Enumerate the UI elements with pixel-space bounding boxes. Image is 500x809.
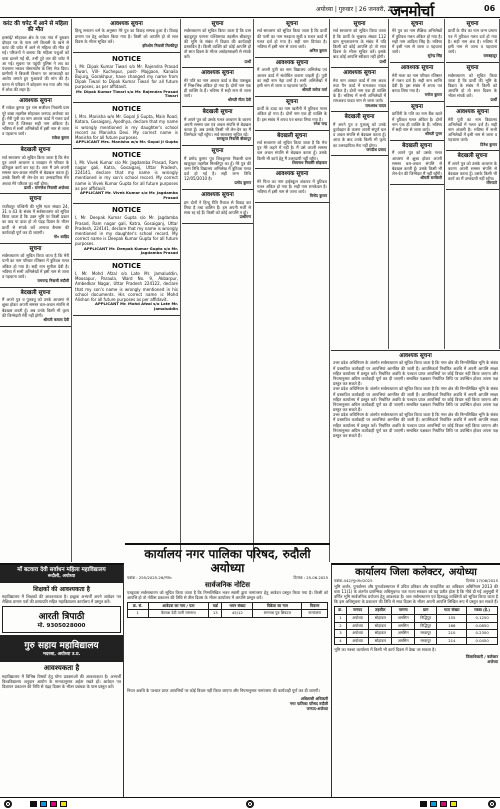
classified-notice	[0, 96, 71, 145]
notice-body: मेरी पुत्री का नाम विद्यालय अभिलेखों में गलत दर्ज है। सही नाम अंजली है। भविष्य में सभी अभिलेखों में इसी नाम से जाना व पहचाना जाये।	[448, 116, 497, 143]
classified-notice	[73, 260, 180, 316]
notice-body: मेरे पिता का नाम हाईस्कूल अंकपत्र में त्रुटिवश गलत अंकित हो गया है। सही नाम रामकेवल है। भविष्य में इसी नाम से जाना जाये।	[257, 178, 327, 195]
notice-body: I, Mr. Mohd Afzal s/o Late Mr. Jamaluddin, Moosapur, Paraula, Ward No. 9, Akbarpur, Ambedkar Nagar, Uttar Pradesh 224122, declare that my son's name is wrongly mentioned in his school documents. His correct name is Mohd Alishan for all future purposes as per affidavit.	[75, 270, 178, 302]
nagar-palika-notice-title: सार्वजनिक नोटिस	[205, 580, 250, 589]
notice-body: मेरे पति का नाम आधार कार्ड व बैंक पासबुक में भिन्न-भिन्न अंकित हो गया है। दोनों नाम एक ही व्यक्ति के हैं। भविष्य में सही नाम से जाना जाये।	[184, 77, 251, 99]
nagar-palika-title: कार्यालय नगर पालिका परिषद, रुदौली अयोध्या	[144, 547, 311, 576]
college-person: आरती त्रिपाठी	[38, 611, 85, 622]
color-swatch-yellow	[450, 801, 457, 807]
notice-signature: APPLICANT Mr. Deepak Kumar Gupta s/o Mr. Jagdamba Prasad	[83, 245, 178, 256]
classified-notice	[255, 169, 329, 203]
table-cell: 1	[335, 615, 347, 623]
classified-notice	[0, 19, 71, 96]
nagar-palika-ref: पत्रांक : 255/2025-26/नपा०	[127, 574, 172, 580]
notice-signature: APPLICANT Mr. Mohd Afzal s/o Late Mr. Jamaluddin	[95, 301, 178, 311]
notice-body: मेरे पुत्र का नाम शैक्षिक अभिलेखों में त्रुटिवश गलत अंकित हो गया है। सही नाम आदित्य सिंह है। भविष्य में इसी नाम से जाना व पहचाना जाये।	[392, 28, 442, 55]
notice-signature: राकेश कुमार	[51, 135, 69, 141]
notice-body: मैं राकेश कुमार पुत्र राम सजीवन निवासी ग्राम पूरे बाबा तहसील सोहावल जनपद अयोध्या का हूँ। मेरी पुत्री का नाम आधार कार्ड में गलत दर्ज हो गया है जिसका सही नाम अंकिता है। भविष्य में सभी अभिलेखों में इसी नाम से जाना व पहचाना जाये।	[2, 105, 69, 137]
notice-signature: विनोद कुमार	[309, 193, 327, 199]
table-cell: सोहावल	[369, 615, 392, 623]
notice-signature: प्रार्थी	[490, 97, 497, 103]
notice-title: बेदखली सूचना	[277, 132, 307, 139]
college-header	[0, 565, 123, 583]
notice-signature: हरिओम निवासी मिल्कीपुर	[142, 42, 178, 48]
table-cell: अमसिन	[392, 637, 415, 645]
table-cell: अमसिन	[392, 630, 415, 638]
notice-signature: प्रार्थीगण	[239, 214, 251, 220]
classified-notice	[446, 107, 499, 151]
notice-title: बेदखली सूचना	[402, 142, 432, 149]
notice-title: सूचना	[211, 21, 224, 27]
collector-table	[334, 606, 498, 645]
notice-signature: शिवनाथ निवासी सोहावल	[292, 159, 327, 165]
notice-title: आवश्यक सूचना	[456, 109, 489, 116]
masthead	[0, 0, 500, 18]
nagar-palika-table	[127, 602, 328, 618]
collector-date: दिनांक 17/06/2025	[465, 578, 498, 583]
classified-notice	[182, 19, 253, 68]
guru-sub: भदरसा, अयोध्या उ.प्र.	[42, 652, 81, 658]
registration-target-icon	[488, 800, 496, 808]
classified-notice	[446, 63, 499, 107]
classified-notice	[73, 204, 180, 260]
right-wide-body: उत्तर प्रदेश अधिनियम के अंतर्गत सर्वसाधारण को सूचित किया जाता है कि नगर क्षेत्र की निम्नलिखित भूमि के संबंध में प्रस्तावित कार्यवाही पर आपत्तियां आमंत्रित की जाती हैं। आपत्तिकर्ता निर्धारित अवधि में अपनी आपत्ति साक्ष्य सहित कार्यालय में प्रस्तुत करें। निर्धारित अवधि के पश्चात प्राप्त आपत्तियों पर कोई विचार नहीं किया जाएगा और नियमानुसार अग्रिम कार्यवाही पूर्ण कर दी जाएगी। सम्बंधित पक्षकार निर्धारित तिथि पर उपस्थित होकर अपना पक्ष प्रस्तुत कर सकते हैं।	[333, 360, 498, 387]
notice-signature: दिनेश कुमार	[480, 141, 497, 147]
nagar-palika-officer3: जनपद-अयोध्या	[306, 705, 328, 711]
table-cell: रमवापुर	[414, 637, 436, 645]
notice-title: करंट की चपेट में आने से महिला की मौत	[2, 21, 69, 34]
column-7	[446, 19, 500, 349]
table-row	[335, 615, 498, 623]
classified-notice	[0, 244, 71, 288]
table-header: विवरण	[302, 602, 328, 610]
notice-title: आवश्यक सूचना	[110, 21, 143, 27]
classified-notice	[73, 149, 180, 205]
notice-body: I, Mrs. Manisha w/o Mr. Gopal Ji Gupta, Main Road, Katara, Gosaiganj, Ayodhya, declare that my name is wrongly mentioned in my daughter's school record as Manisha Devi. My correct name is Manisha for all future purposes.	[75, 114, 178, 140]
notice-title: सूचना	[29, 245, 42, 252]
college-head: शिक्षकों की आवश्यकता है	[33, 585, 90, 593]
notice-title: बेदखली सूचना	[344, 114, 375, 121]
nagar-palika-notice	[125, 543, 330, 797]
right-wide-body-3: उत्तर प्रदेश अधिनियम के अंतर्गत सर्वसाधारण को सूचित किया जाता है कि नगर क्षेत्र की निम्नलिखित भूमि के संबंध में प्रस्तावित कार्यवाही पर आपत्तियां आमंत्रित की जाती हैं। आपत्तिकर्ता निर्धारित अवधि में अपनी आपत्ति साक्ष्य सहित कार्यालय में प्रस्तुत करें। निर्धारित अवधि के पश्चात प्राप्त आपत्तियों पर कोई विचार नहीं किया जाएगा और नियमानुसार अग्रिम कार्यवाही पूर्ण कर दी जाएगी। सम्बंधित पक्षकार निर्धारित तिथि पर उपस्थित होकर अपना पक्ष प्रस्तुत कर सकते हैं।	[333, 412, 498, 439]
notice-body: मेरा नाम आधार कार्ड में राम अवध तथा पैन कार्ड में रामअवध यादव अंकित है। दोनों नाम एक ही व्यक्ति के हैं। भविष्य में सभी अभिलेखों में रामअवध यादव नाम से जाना जाये।	[333, 77, 386, 104]
college-subtitle: रूदौली, अयोध्या	[47, 574, 76, 580]
classified-notice	[331, 19, 388, 68]
notice-body: सर्व साधारण को सूचित किया जाता है कि प्रार्थी की पत्नी का नाम मतदाता सूची व राशन कार्ड में गलत दर्ज हो गया है। सही नाम प्रियंका है। भविष्य में इसी नाम से जाना जाये।	[257, 28, 327, 49]
table-cell: 3	[335, 630, 347, 638]
notice-title: बेदखली सूचना	[457, 153, 488, 160]
notice-title: बेदखली सूचना	[202, 109, 233, 116]
table-cell: अमसिन	[392, 615, 415, 623]
notice-body: सर्व साधारण को सूचित किया जाता है कि मेरा पुत्र मेरे कहने में नहीं है। मैं उसे अपनी समस्त चल अचल संपत्ति से बेदखल करता हूँ। उसके किसी भी कार्य हेतु मैं उत्तरदायी नहीं रहूँगा।	[257, 139, 327, 161]
collector-ref: पत्रांक-442/भू०अ०/2025	[334, 578, 373, 583]
classified-notice	[331, 112, 388, 156]
classified-notice	[73, 19, 180, 53]
notice-title: आवश्यक सूचना	[275, 171, 309, 178]
column-6	[390, 19, 445, 349]
notice-title: आवश्यक सूचना	[201, 192, 234, 199]
classified-notice	[73, 103, 180, 149]
guru-head: आवश्यकता है	[43, 663, 80, 672]
table-header: रकबा (हे.)	[467, 607, 498, 615]
notice-signature: श्रीमती कमला देवी	[43, 317, 69, 323]
college-ad	[0, 563, 124, 797]
notice-signature: रामप्यारे	[486, 180, 497, 186]
notice-body: हिन्दू सनातन धर्म के अनुसार मेरे पुत्र का विवाह सम्पन्न हुआ है। विवाह प्रमाण पत्र हेतु आवेदन किया गया है। किसी को आपत्ति हो तो सात दिवस के भीतर सूचित करें।	[75, 28, 178, 44]
college-body: महाविद्यालय में शिक्षकों की आवश्यकता है। इच्छुक अभ्यर्थी अपने आवेदन पत्र शैक्षिक प्रमाण पत्रों की छायाप्रति सहित महाविद्यालय कार्यालय में प्रस्तुत करें।	[2, 593, 121, 604]
notice-title: NOTICE	[111, 105, 142, 114]
notice-signature: अनिल कुमार	[309, 48, 327, 54]
notice-title: सूचना	[411, 104, 423, 110]
table-cell: 4	[335, 637, 347, 645]
table-header: ग्राम	[414, 607, 436, 615]
notice-title: NOTICE	[111, 261, 142, 270]
collector-officer: जिलाधिकारी / कलेक्टर	[465, 654, 498, 660]
table-cell: अयोध्या	[346, 637, 368, 645]
notice-signature: प्रमोद कुमार	[234, 180, 251, 186]
notice-body: मैं अपने पुत्र व पुत्रवधू को उनके आचरण से क्षुब्ध होकर अपनी समस्त चल-अचल संपत्ति से बेदखल करती हूँ। अब उनके किसी भी कृत्य की जिम्मेदारी मेरी नहीं होगी।	[2, 297, 69, 318]
table-cell: 2	[335, 622, 347, 630]
notice-signature: सुरेन्द्र सिंह	[427, 53, 442, 59]
notice-title: बेदखली सूचना	[20, 147, 51, 154]
classified-notice	[390, 102, 444, 141]
notice-title: बेदखली सूचना	[20, 289, 51, 296]
nagar-palika-footer: नियत अवधि के पश्चात प्राप्त आपत्तियों पर कोई विचार नहीं किया जाएगा और नियमानुसार नामांतरण की कार्यवाही पूर्ण कर दी जाएगी।	[127, 687, 320, 693]
notice-body: सर्वसाधारण को सूचित किया जाता है कि ग्राम बहादुरपुर परगना पश्चिमराठ तहसील बीकापुर की भूमि के संबंध में विक्रय की कार्यवाही प्रस्तावित है। किसी व्यक्ति को कोई आपत्ति हो तो सात दिवस के भीतर अधोहस्ताक्षरी से संपर्क करें।	[184, 28, 251, 60]
column-5	[331, 19, 389, 349]
notice-body: I, Mr. Dipak Kumar Tiwari s/o Mr. Rajendra Prasad Tiwari, Vill- Kuchepur, post- Majgaon, Kanaila Bujurg, Gorakhpur, have changed my name from Dipak Tiwari to Dipak Kumar Tiwari for all future purposes, as per affidavit.	[75, 63, 178, 90]
table-cell: 155	[437, 615, 467, 623]
table-cell: निद्धिपुर	[414, 615, 436, 623]
notice-title: सूचना	[353, 21, 366, 27]
notice-signature: रामचन्द्र निवासी रुदौली	[37, 278, 69, 284]
nagar-palika-intro: एतद्द्वारा सर्वसाधारण को सूचित किया जाता है कि निम्नलिखित भवन स्वामी द्वारा नामांतरण हेतु आवेदन प्रस्तुत किया गया है। किसी को आपत्ति हो तो नोटिस प्रकाशन की तिथि से तीस दिवस के भीतर कार्यालय में आपत्ति प्रस्तुत करें।	[127, 589, 328, 600]
notice-signature: Mr. Dipak Kumar Tiwari s/o Mr. Rajendra Prasad Tiwari	[76, 88, 178, 99]
classified-notice	[255, 131, 329, 170]
notice-body: मैं प्रमोद कुमार पुत्र शिवकुमार निवासी ग्राम खजुरहट तहसील मिल्कीपुर का हूँ। मेरे पुत्र की जन्म तिथि विद्यालय अभिलेख में त्रुटिवश गलत दर्ज हो गई है। सही जन्म तिथि 12/05/2010 है।	[184, 155, 251, 182]
table-row	[335, 622, 498, 630]
classified-notice	[73, 53, 180, 103]
classified-notice	[182, 190, 253, 224]
masthead-date: अयोध्या | गुरुवार | 26 जनवरी, 2025	[316, 6, 403, 13]
column-2	[73, 19, 181, 562]
notice-signature: प्रार्थी : रामनरेश निवासी अयोध्या	[24, 184, 69, 190]
notice-title: NOTICE	[111, 150, 142, 159]
notice-title: सूचना	[466, 65, 479, 72]
notice-title: आवश्यक सूचना	[201, 70, 234, 77]
notice-signature: जगदीश प्रसाद	[366, 146, 386, 152]
college-contact	[2, 606, 121, 633]
classified-notice	[390, 19, 444, 63]
table-row	[128, 610, 328, 618]
classified-notice	[446, 19, 499, 63]
notice-body: राजीवपुर पश्चिमी की भूमि गाटा संख्या 24, 31 व 43 के संबंध में सर्वसाधारण को सूचित किया जाता है कि उक्त भूमि पर किसी प्रकार का वाद या दावा हो तो पंद्रह दिवस के भीतर प्रार्थी से संपर्क करें अन्यथा बैनामा की कार्यवाही पूर्ण कर दी जाएगी।	[2, 203, 69, 235]
collector-notice	[331, 563, 500, 797]
classified-notice	[446, 151, 499, 190]
classified-notice	[0, 145, 71, 194]
table-cell: नामांतरण	[302, 610, 328, 618]
notice-body: मेरी माता का नाम परिवार रजिस्टर में गलत दर्ज है। सही नाम शान्ति देवी है। इस संबंध में शपथ पत्र बनवा लिया गया है।	[392, 72, 442, 94]
notice-body: मैं अपने पुत्र को उसके आचरण के कारण अपनी समस्त संपत्ति से बेदखल करता हूँ। उसके किसी भी कार्य का मैं उत्तरदायी नहीं रहूँगा।	[448, 160, 497, 182]
guru-body: महाविद्यालय में विभिन्न विषयों हेतु योग्य प्रवक्ताओं की आवश्यकता है। अभ्यर्थी विश्वविद्यालय अनुदान आयोग के मानकानुसार अर्हता रखते हों। आवेदन पत्र विज्ञापन प्रकाशन की तिथि से पंद्रह दिवस के भीतर प्रबंधक के पास प्रस्तुत करें।	[2, 673, 121, 689]
table-row	[335, 630, 498, 638]
classified-notice	[182, 146, 253, 190]
notice-body: मैं अपने पुत्र को उसके गलत आचरण से क्षुब्ध होकर अपनी समस्त चल-अचल संपत्ति से बेदखल करती हूँ। उसके किसी भी लेन-देन की जिम्मेदार मैं नहीं रहूँगी।	[392, 150, 442, 177]
notice-body: हरसांई/ सोहावल क्षेत्र के एक गांव में बुधवार दोपहर घर के पास लगे बिजली के खंभे से करंट की चपेट में आने से महिला की मौत हो गई। परिजनों ने बताया कि महिला पशुओं को चारा डालने गई थी, तभी टूटे तार की चपेट में आ गई। सूचना पर पहुंची पुलिस ने शव का पंचनामा भरकर पोस्टमार्टम के लिए भेज दिया। ग्रामीणों ने बिजली विभाग पर लापरवाही का आरोप लगाते हुए मुआवजे की मांग की है। घटना से परिवार में कोहराम मच गया और गांव में शोक की लहर है।	[2, 34, 69, 92]
color-swatch-black	[420, 801, 427, 807]
table-header: परगना	[392, 607, 415, 615]
classified-notice	[182, 107, 253, 146]
notice-signature: प्रार्थी	[379, 58, 386, 64]
notice-body: प्रार्थिनी के पति का नाम बैंक खाते में त्रुटिवश गलत अंकित है। दोनों नाम एक ही व्यक्ति के हैं। भविष्य में सही नाम से जाना जाये।	[392, 111, 442, 132]
classified-notice	[331, 68, 388, 112]
classified-notice	[255, 97, 329, 131]
table-cell: सोहावल	[369, 637, 392, 645]
notice-body: प्रार्थी के दादा का नाम खतौनी में त्रुटिवश गलत अंकित हो गया है। दोनों नाम एक ही व्यक्ति के हैं। इस संबंध में शपथ पत्र बनवा लिया गया है।	[257, 106, 327, 122]
notice-title: सूचना	[29, 196, 42, 203]
notice-signature: प्रार्थी	[244, 58, 251, 64]
notice-signature: मो० शाहिद	[53, 234, 69, 240]
notice-body: I, Mr. Deepak Kumar Gupta s/o Mr. Jagdamba Prasad, Ram nagar gali, Katra, Gosaiganj, Uttar Pradesh, 224141, declare that my name is wrongly mentioned in my daughter's school record. My correct name is Deepak Kumar Gupta for all future purposes.	[75, 215, 178, 247]
notice-signature: रामसूरत निवासी बीकापुर	[216, 136, 251, 142]
notice-title: आवश्यक सूचना	[275, 59, 309, 66]
notice-body: मैं अपने पुत्र व पुत्रवधू को उनके दुर्व्यवहार के कारण अपनी संपूर्ण चल व अचल संपत्ति से बेदखल करता हूँ। आज के बाद उनके किसी भी कृत्य का उत्तरदायित्व मेरा नहीं होगा।	[333, 121, 386, 148]
table-header: जनपद	[346, 607, 368, 615]
table-cell: 45/12	[222, 610, 253, 618]
table-cell: निद्धिपुर	[414, 622, 436, 630]
table-cell: 0.2300	[467, 630, 498, 638]
column-3	[182, 19, 254, 562]
notice-title: आवश्यक सूचना	[400, 65, 434, 72]
collector-title: कार्यालय जिला कलेक्टर, अयोध्या	[355, 567, 477, 578]
notice-body: प्रार्थी के पौत्र का नाम जन्म प्रमाण पत्र में त्रुटिवश गलत दर्ज हो गया है। सही नाम अंश है। भविष्य में इसी नाम से जाना व पहचाना जाये।	[448, 28, 497, 55]
notice-title: सूचना	[286, 21, 298, 27]
table-cell: अयोध्या	[346, 630, 368, 638]
table-cell: 13	[209, 610, 222, 618]
table-cell: 166	[437, 622, 467, 630]
registration-target-icon	[246, 800, 254, 808]
classified-notice	[390, 141, 444, 185]
notice-title: NOTICE	[111, 206, 142, 215]
table-cell: रमवापुर	[414, 630, 436, 638]
column-1	[0, 19, 72, 562]
nagar-palika-officer2: नगर पालिका परिषद रुदौली	[289, 700, 328, 706]
notice-signature: श्रीमती रामकली	[420, 175, 442, 181]
table-cell: 210	[437, 630, 467, 638]
notice-signature: श्रीमती गीता देवी	[227, 97, 251, 103]
notice-title: आवश्यक सूचना	[343, 70, 376, 77]
classified-notice	[255, 58, 329, 97]
table-cell: सोहावल	[369, 622, 392, 630]
table-header: भवन संख्या	[222, 602, 253, 610]
print-registration-bar	[0, 797, 500, 809]
table-header: गाटा संख्या	[437, 607, 467, 615]
notice-body: हम दोनों ने हिन्दू रीति रिवाज से विवाह कर लिया है तथा बालिग हैं। हम अपनी मर्जी से साथ रह रहे हैं। किसी को कोई आपत्ति न हो।	[184, 199, 251, 215]
right-wide-notice	[331, 350, 500, 562]
notice-body: सर्वसाधारण को सूचित किया जाता है कि मेरी पत्नी का नाम परिवार रजिस्टर में त्रुटिवश गलत अंकित हो गया है। सही नाम सुनीता देवी है। भविष्य में सभी अभिलेखों में इसी नाम से जाना व पहचाना जाये।	[2, 253, 69, 279]
notice-body: सर्वसाधारण को सूचित किया जाता है कि प्रार्थी की भूमि के विक्रय के संबंध में किसी को आपत्ति हो तो सात दिवस के भीतर संपर्क करें।	[448, 72, 497, 99]
table-cell: 0.0850	[467, 622, 498, 630]
notice-signature: रमेश चन्द्र	[313, 120, 327, 126]
color-swatch-magenta	[440, 801, 447, 807]
classified-notice	[255, 19, 329, 58]
notice-title: NOTICE	[111, 54, 142, 63]
table-header: आवेदक का नाम / पता	[148, 602, 209, 610]
nagar-palika-officer: अधिशासी अधिकारी	[300, 696, 328, 702]
collector-intro: भूमि अर्जन, पुनर्वासन और पुनर्व्यवस्थापन में उचित प्रतिकर और पारदर्शिता का अधिकार अधिनियम 2013 की धारा 11(1) के अंतर्गत प्रारम्भिक अधिसूचना। यतः राज्य सरकार को यह प्रतीत होता है कि नीचे दी गई अनुसूची में वर्णित भूमि सार्वजनिक प्रयोजन हेतु आवश्यक है। अतः सर्वसाधारण एवं हितबद्ध व्यक्तियों को सूचित किया जाता है कि इस अधिसूचना के प्रकाशन की तिथि से साठ दिवस के भीतर अपनी आपत्ति लिखित रूप में प्रस्तुत कर सकते हैं।	[334, 583, 499, 605]
notice-body: I, Mr. Vivek Kumar s/o Mr. Jagdamba Prasad, Ram nagar gali, Katra, Gosaiganj, Uttar Pradesh, 224141, declare that my name is wrongly mentioned in my son's school record. My correct name is Vivek Kumar Gupta for all future purposes as per affidavit.	[75, 159, 178, 191]
table-cell: 214	[437, 637, 467, 645]
notice-title: सूचना	[286, 98, 298, 105]
nagar-palika-date: दिनांक : 25.06.2025	[293, 574, 328, 580]
table-cell: सोहावल	[369, 630, 392, 638]
notice-title: आवश्यक सूचना	[19, 97, 52, 104]
color-swatch-yellow	[60, 801, 67, 807]
notice-signature: रामबहादुर	[483, 53, 497, 59]
guru-title: गुरु सहाय महाविद्यालय	[24, 641, 99, 652]
table-header: तहसील	[369, 607, 392, 615]
table-cell: 1	[128, 610, 149, 618]
table-cell: 0.1250	[467, 615, 498, 623]
nagar-palika-signature	[127, 697, 328, 711]
notice-title: सूचना	[411, 21, 423, 27]
nagar-palika-table-space	[127, 618, 328, 688]
page-number: 06	[484, 4, 496, 13]
newspaper-logo: जनमोर्चा	[390, 2, 434, 20]
guru-header	[0, 635, 123, 661]
table-cell: रामनाथ पुत्र शिवदत्त	[253, 610, 302, 618]
classified-notice	[0, 194, 71, 243]
classified-notice	[390, 63, 444, 102]
notice-title: सूचना	[466, 21, 479, 27]
table-row	[335, 637, 498, 645]
notice-body: मैं अपने पुत्र को उसके गलत आचरण के कारण अपनी समस्त चल एवं अचल संपत्ति से बेदखल करता हूँ। अब उसके किसी भी लेन-देन का मैं जिम्मेदार नहीं रहूँगा। सर्व साधारण सूचित रहें।	[184, 116, 251, 138]
color-swatch-black	[30, 801, 37, 807]
notice-signature: मनोज कुमार	[424, 92, 442, 98]
table-header: विक्रेता का नाम	[253, 602, 302, 610]
table-header: वार्ड	[209, 602, 222, 610]
table-cell: अयोध्या	[346, 615, 368, 623]
table-cell: कैलाश देवी पत्नी रामनाथ	[148, 610, 209, 618]
notice-signature: श्रीमती पूनम	[425, 131, 442, 137]
notice-signature: श्रीमती सरोज वर्मा	[301, 87, 327, 93]
notice-title: सूचना	[211, 148, 224, 155]
collector-signature	[334, 655, 498, 664]
table-cell: अयोध्या	[346, 622, 368, 630]
notice-signature: APPLICANT Mrs. Manisha w/o Mr. Gopal Ji Gupta	[75, 139, 178, 145]
college-phone: मो. 9305028000	[37, 622, 86, 629]
table-header: क्र. सं.	[128, 602, 149, 610]
classified-notice	[0, 288, 71, 327]
classified-notice	[182, 68, 253, 107]
college-title: माँ बटवारा देवी सर्वाधन महिला महाविद्यालय	[17, 567, 106, 573]
notice-signature: रामअवध यादव	[365, 102, 386, 108]
right-wide-title: आवश्यक सूचना	[399, 353, 432, 359]
collector-footer: भूमि का नक्शा कार्यालय में किसी भी कार्य दिवस में देखा जा सकता है।	[334, 647, 436, 653]
color-swatch-cyan	[40, 801, 47, 807]
registration-target-icon	[4, 800, 12, 808]
right-wide-body-2: उत्तर प्रदेश अधिनियम के अंतर्गत सर्वसाधारण को सूचित किया जाता है कि नगर क्षेत्र की निम्नलिखित भूमि के संबंध में प्रस्तावित कार्यवाही पर आपत्तियां आमंत्रित की जाती हैं। आपत्तिकर्ता निर्धारित अवधि में अपनी आपत्ति साक्ष्य सहित कार्यालय में प्रस्तुत करें। निर्धारित अवधि के पश्चात प्राप्त आपत्तियों पर कोई विचार नहीं किया जाएगा और नियमानुसार अग्रिम कार्यवाही पूर्ण कर दी जाएगी। सम्बंधित पक्षकार निर्धारित तिथि पर उपस्थित होकर अपना पक्ष प्रस्तुत कर सकते हैं।	[333, 386, 498, 413]
notice-body: सर्व साधारण को सूचित किया जाता है कि प्रार्थी के भूखण्ड संख्या 112 ग्राम मुमताजनगर के संबंध में यदि किसी को कोई आपत्ति हो तो सात दिवस के भीतर सूचित करें। इसके बाद कोई आपत्ति स्वीकार नहीं होगी।	[333, 28, 386, 60]
notice-signature: APPLICANT Mr. Vivek Kumar s/o Mr. Jagdamba Prasad	[79, 189, 178, 200]
column-4	[255, 19, 330, 562]
table-cell: अमसिन	[392, 622, 415, 630]
color-swatch-magenta	[50, 801, 57, 807]
collector-officer2: अयोध्या	[487, 659, 498, 665]
table-cell: 0.0450	[467, 637, 498, 645]
color-swatch-cyan	[430, 801, 437, 807]
notice-body: मैं अपनी पुत्री का नाम विद्यालय अभिलेख एवं आधार कार्ड में संशोधित कराना चाहती हूँ। पुत्री का सही नाम नेहा वर्मा है। सभी अभिलेखों में इसी नाम से जाना व पहचाना जाये।	[257, 67, 327, 88]
table-header: क्र.	[335, 607, 347, 615]
notice-body: सर्व साधारण को सूचित किया जाता है कि मेरा पुत्र अपने आचरण व व्यवहार से परिवार के प्रतिकूल कार्य कर रहा है। अतः मैं उसे अपनी समस्त चल-अचल संपत्ति से बेदखल करता हूँ। उसके किसी भी लेन-देन का उत्तरदायित्व मेरा अथवा मेरे परिवार का नहीं होगा।	[2, 154, 69, 186]
